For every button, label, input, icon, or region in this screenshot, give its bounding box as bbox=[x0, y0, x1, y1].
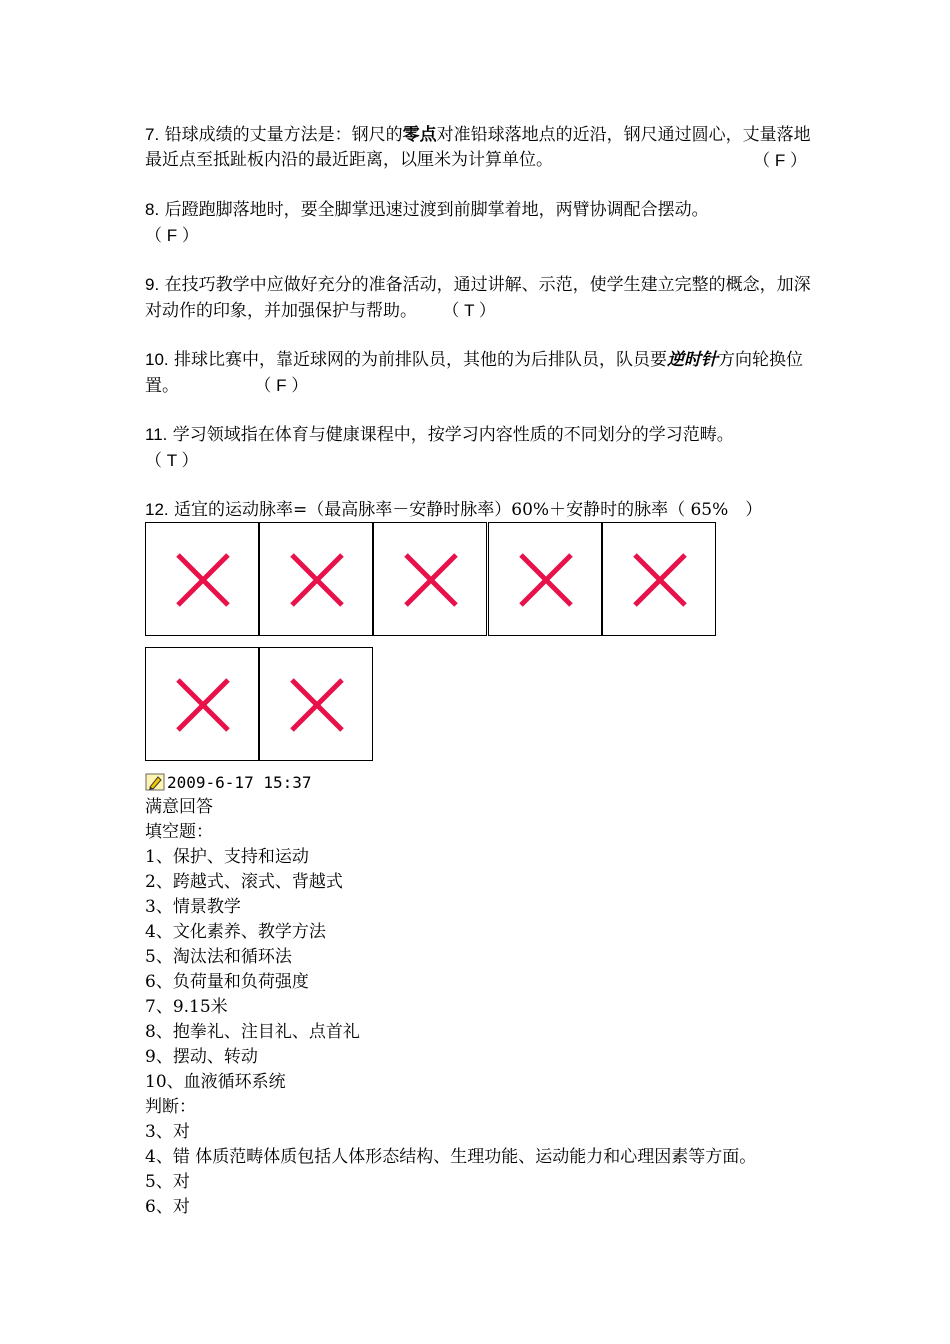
question-text: 铅球成绩的丈量方法是：钢尺的 bbox=[164, 125, 403, 145]
timestamp-line bbox=[145, 770, 825, 795]
answer-section bbox=[145, 770, 825, 1220]
question-number: 12. bbox=[145, 500, 169, 519]
question-text: 对准铅球落地点的近沿，钢尺通过圆心，丈量落地最近点至抵趾板内沿的最近距离，以厘米为计算单位。 bbox=[145, 125, 811, 170]
broken-image-x-icon bbox=[260, 648, 374, 762]
question-text: 学习领域指在体育与健康课程中，按学习内容性质的不同划分的学习范畴。 bbox=[172, 425, 734, 445]
question-11 bbox=[145, 422, 815, 474]
judge-item: 6、对 bbox=[145, 1197, 190, 1217]
question-text: 方向轮换位置。 bbox=[145, 350, 804, 396]
question-12 bbox=[145, 497, 825, 523]
question-text: 适宜的运动脉率=（最高脉率－安静时脉率）60%＋安静时的脉率（ 65% ） bbox=[174, 500, 763, 520]
question-answer: （ T ） bbox=[145, 451, 199, 470]
question-10 bbox=[145, 347, 815, 399]
broken-image bbox=[488, 522, 602, 636]
broken-image-x-icon bbox=[374, 523, 488, 637]
question-9 bbox=[145, 272, 815, 324]
question-number: 10. bbox=[145, 350, 169, 369]
question-emphasis: 逆时针 bbox=[667, 350, 719, 370]
question-answer: （ F ） bbox=[254, 376, 309, 395]
fill-item: 6、负荷量和负荷强度 bbox=[145, 972, 309, 992]
broken-image bbox=[373, 522, 487, 636]
question-answer: （ F ） bbox=[753, 151, 807, 170]
question-8 bbox=[145, 197, 815, 249]
fill-item: 5、淘汰法和循环法 bbox=[145, 947, 292, 967]
fill-item: 2、跨越式、滚式、背越式 bbox=[145, 872, 343, 892]
fill-item: 3、情景教学 bbox=[145, 897, 241, 917]
fill-item: 9、摆动、转动 bbox=[145, 1047, 258, 1067]
question-text: 在技巧教学中应做好充分的准备活动，通过讲解、示范，使学生建立完整的概念，加深对动作的印象，并加强保护与帮助。 bbox=[145, 275, 811, 321]
question-number: 7. bbox=[145, 125, 160, 144]
fill-item: 7、9.15米 bbox=[145, 997, 228, 1017]
question-answer: （ T ） bbox=[442, 301, 496, 320]
question-7 bbox=[145, 122, 815, 173]
judge-item: 5、对 bbox=[145, 1172, 190, 1192]
judge-item: 3、对 bbox=[145, 1122, 190, 1142]
judge-item: 4、错 体质范畴体质包括人体形态结构、生理功能、运动能力和心理因素等方面。 bbox=[145, 1147, 757, 1167]
answer-heading: 满意回答 bbox=[145, 797, 213, 817]
fill-item: 1、保护、支持和运动 bbox=[145, 847, 309, 867]
question-text: 排球比赛中，靠近球网的为前排队员，其他的为后排队员，队员要 bbox=[174, 350, 668, 370]
broken-image-x-icon bbox=[489, 523, 603, 637]
question-text: 后蹬跑脚落地时，要全脚掌迅速过渡到前脚掌着地，两臂协调配合摆动。 bbox=[164, 200, 709, 220]
broken-image bbox=[145, 522, 259, 636]
question-number: 8. bbox=[145, 200, 160, 219]
broken-image-x-icon bbox=[146, 523, 260, 637]
broken-image bbox=[259, 647, 373, 761]
fill-item: 10、血液循环系统 bbox=[145, 1072, 286, 1092]
broken-image bbox=[145, 647, 259, 761]
pencil-icon bbox=[145, 773, 165, 791]
broken-image bbox=[259, 522, 373, 636]
question-number: 11. bbox=[145, 425, 168, 444]
broken-image-x-icon bbox=[260, 523, 374, 637]
question-emphasis: 零点 bbox=[402, 125, 437, 145]
fill-title: 填空题： bbox=[145, 822, 213, 842]
judge-title: 判断： bbox=[145, 1097, 196, 1117]
question-number: 9. bbox=[145, 275, 160, 294]
fill-item: 4、文化素养、教学方法 bbox=[145, 922, 326, 942]
broken-image-x-icon bbox=[146, 648, 260, 762]
broken-image bbox=[602, 522, 716, 636]
answer-timestamp: 2009-6-17 15:37 bbox=[167, 773, 312, 792]
broken-image-x-icon bbox=[603, 523, 717, 637]
question-answer: （ F ） bbox=[145, 226, 199, 245]
fill-item: 8、抱拳礼、注目礼、点首礼 bbox=[145, 1022, 360, 1042]
